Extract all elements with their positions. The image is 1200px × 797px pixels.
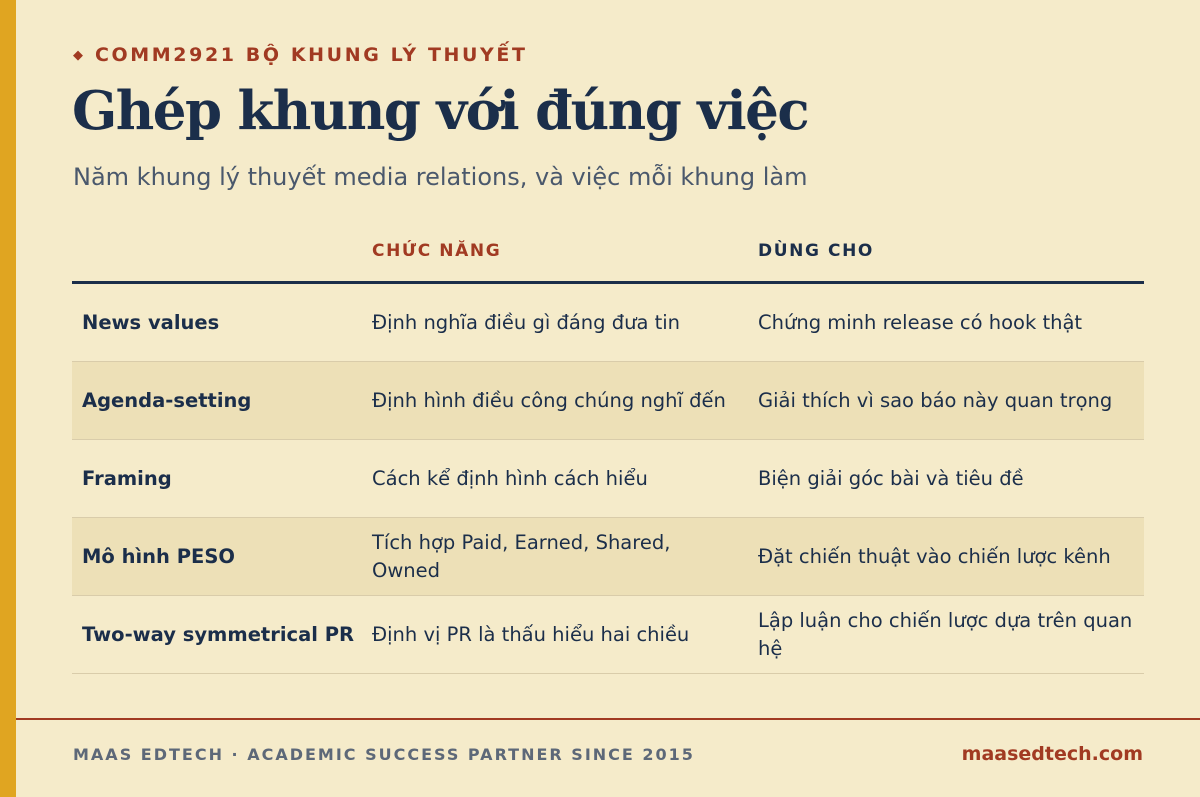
footer-website-link[interactable]: maasedtech.com	[961, 743, 1143, 765]
page-title: Ghép khung với đúng việc	[72, 80, 809, 142]
framework-name: Two-way symmetrical PR	[82, 622, 355, 646]
footer-divider	[16, 718, 1200, 720]
framework-function: Định nghĩa điều gì đáng đưa tin	[372, 310, 681, 334]
framework-use: Chứng minh release có hook thật	[758, 310, 1083, 334]
framework-function: Cách kể định hình cách hiểu	[372, 466, 648, 490]
accent-side-bar	[0, 0, 16, 797]
page-subtitle: Năm khung lý thuyết media relations, và việc mỗi khung làm	[73, 163, 808, 191]
table-row	[72, 284, 1144, 362]
framework-function: Định vị PR là thấu hiểu hai chiều	[372, 622, 690, 646]
framework-function: Định hình điều công chúng nghĩ đến	[372, 388, 726, 412]
framework-name: Framing	[82, 466, 172, 490]
eyebrow-text: COMM2921 BỘ KHUNG LÝ THUYẾT	[95, 44, 528, 66]
framework-use: Biện giải góc bài và tiêu đề	[758, 466, 1024, 490]
column-header-use: DÙNG CHO	[758, 241, 874, 261]
framework-use: Giải thích vì sao báo này quan trọng	[758, 388, 1113, 412]
table-row	[72, 362, 1144, 440]
framework-name: News values	[82, 310, 220, 334]
framework-name: Agenda-setting	[82, 388, 252, 412]
framework-function: Tích hợp Paid, Earned, Shared, Owned	[372, 530, 671, 582]
framework-name: Mô hình PESO	[82, 544, 235, 568]
table-row	[72, 440, 1144, 518]
table-row	[72, 596, 1144, 674]
framework-use: Đặt chiến thuật vào chiến lược kênh	[758, 544, 1111, 568]
diamond-icon: ◆	[73, 48, 83, 63]
frameworks-table	[72, 228, 1144, 674]
framework-use: Lập luận cho chiến lược dựa trên quan hệ	[758, 608, 1133, 660]
table-header	[72, 228, 1144, 284]
eyebrow-label	[73, 44, 528, 66]
column-header-function: CHỨC NĂNG	[372, 241, 502, 261]
table-row	[72, 518, 1144, 596]
footer-tagline: MAAS EDTECH · ACADEMIC SUCCESS PARTNER SINCE 2015	[73, 745, 695, 764]
